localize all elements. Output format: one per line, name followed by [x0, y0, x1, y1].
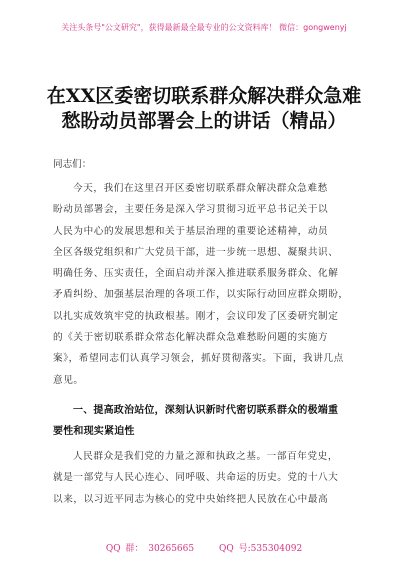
paragraph-line: 人民群众是我们党的力量之源和执政之基。一部百年党史，	[73, 451, 339, 462]
paragraph-line: 今天，我们在这里召开区委密切联系群众解决群众急难愁	[73, 183, 328, 194]
title-line-2: 愁盼动员部署会上的讲话（精品）	[61, 110, 347, 132]
title-line-1: 在XX区委密切联系群众解决群众急难	[46, 85, 362, 107]
paragraph-line: 矛盾纠纷、加强基层治理的各项工作，以实际行动回应群众期盼，	[53, 289, 349, 301]
paragraph-2	[53, 446, 358, 510]
paragraph-line: 全区各级党组织和广大党员干部，进一步统一思想、凝聚共识、	[53, 246, 339, 258]
paragraph-line: 以扎实成效筑牢党的执政根基。刚才，会议印发了区委研究制定	[53, 310, 339, 322]
paragraph-line: 盼动员部署会，主要任务是深入学习贯彻习近平总书记关于以	[53, 204, 329, 216]
paragraph-line: 明确任务、压实责任，全面启动并深入推进联系服务群众、化解	[53, 268, 339, 280]
greeting: 同志们：	[53, 159, 92, 170]
footer	[0, 541, 408, 554]
paragraph-line: 案》，希望同志们认真学习领会，抓好贯彻落实。下面，我讲几点	[53, 353, 344, 365]
heading-line-1: 一、提高政治站位，深刻认识新时代密切联系群众的极端重	[73, 405, 339, 416]
section-heading-1	[53, 400, 358, 443]
paragraph-line: 的《关于密切联系群众常态化解决群众急难愁盼问题的实施方	[53, 332, 329, 344]
paragraph-line: 就是一部党与人民心连心、同呼吸、共命运的历史。党的十八大	[53, 472, 339, 484]
heading-line-2: 要性和现实紧迫性	[53, 426, 135, 438]
footer-qq-group: QQ 群： 30265665	[105, 544, 195, 554]
paragraph-line: 意见。	[53, 374, 84, 386]
paragraph-line: 以来，以习近平同志为核心的党中央始终把人民放在心中最高	[53, 493, 329, 505]
header-banner: 关注头条号"公文研究"，获得最新最全最专业的公文资料库！ 微信：gongwenyj	[61, 23, 347, 32]
document-title	[30, 84, 378, 134]
footer-qq-number: QQ 号:535304092	[218, 544, 303, 554]
paragraph-1	[53, 178, 358, 391]
paragraph-line: 人民为中心的发展思想和关于基层治理的重要论述精神，动员	[53, 225, 329, 237]
